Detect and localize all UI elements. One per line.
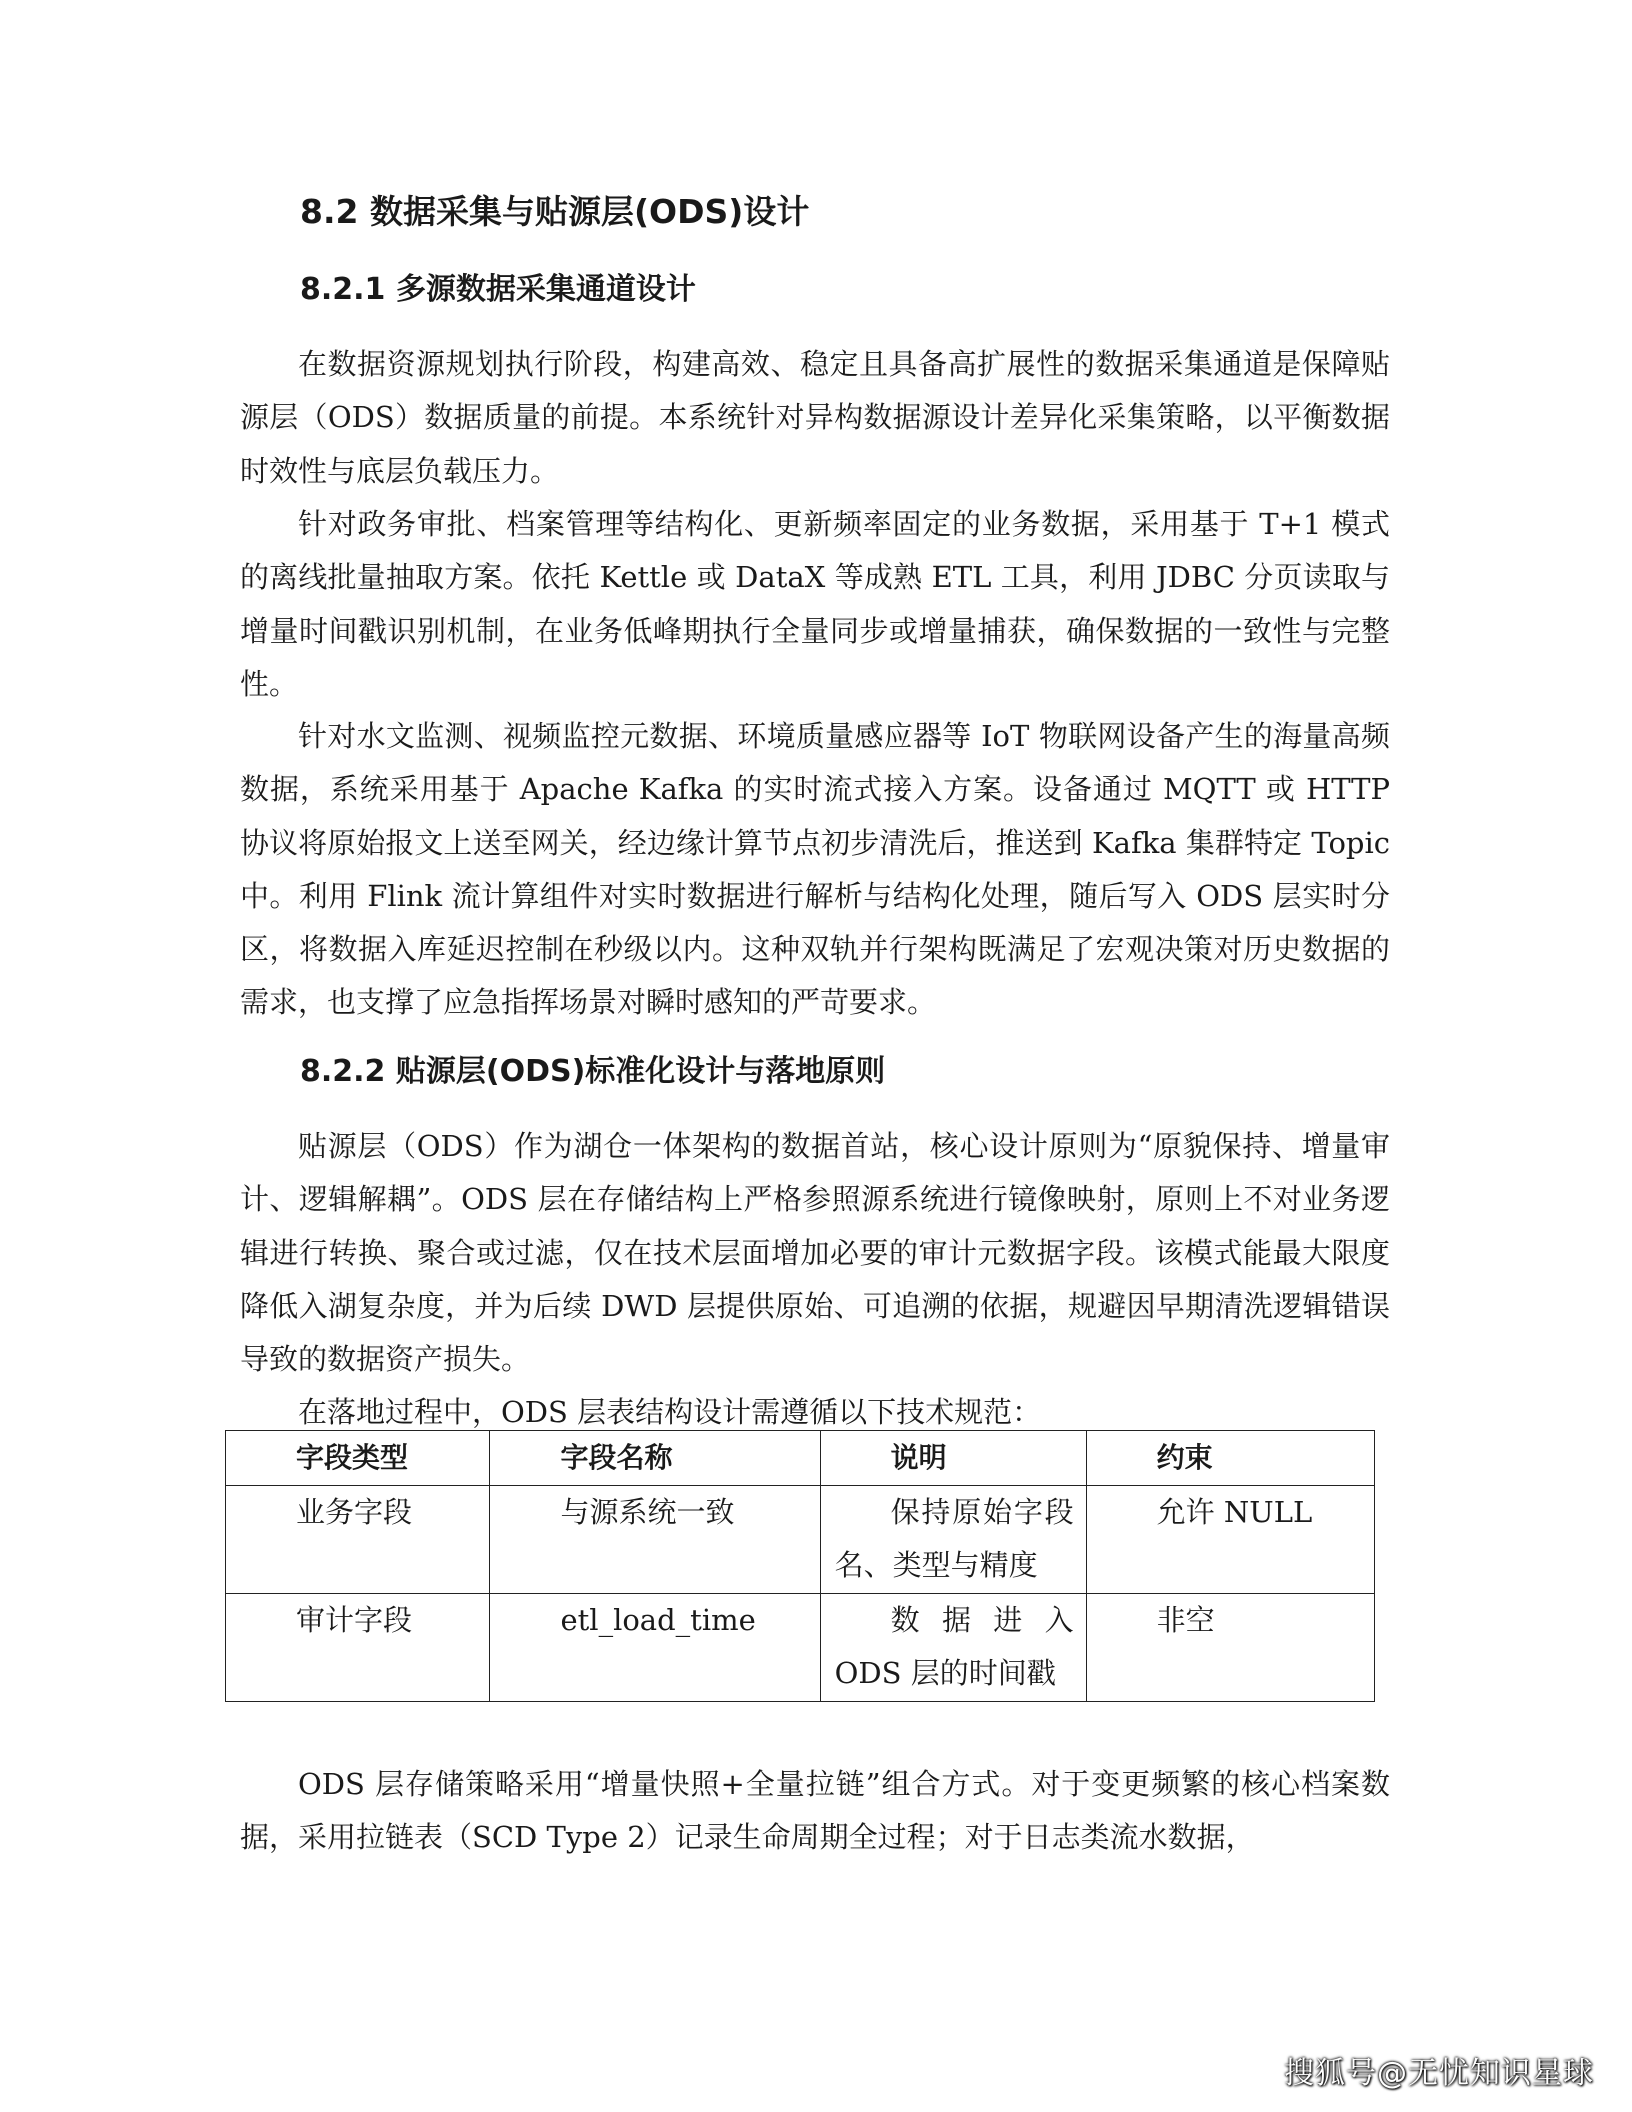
table-header-row — [226, 1431, 1375, 1486]
paragraph-3: 针对水文监测、视频监控元数据、环境质量感应器等 IoT 物联网设备产生的海量高频数据，系统采用基于 Apache Kafka 的实时流式接入方案。设备通过 MQTT 或 HTTP 协议将原始报文上送至网关，经边缘计算节点初步清洗后，推送到 Kafka 集群特定 Topic 中。利用 Flink 流计算组件对实时数据进行解析与结构化处理，随后写入 ODS 层实时分区，将数据入库延迟控制在秒级以内。这种双轨并行架构既满足了宏观决策对历史数据的需求，也支撑了应急指挥场景对瞬时感知的严苛要求。 — [240, 719, 1390, 1020]
paragraph-1: 在数据资源规划执行阶段，构建高效、稳定且具备高扩展性的数据采集通道是保障贴源层（ODS）数据质量的前提。本系统针对异构数据源设计差异化采集策略，以平衡数据时效性与底层负载压力。 — [240, 347, 1390, 488]
table-cell: 非空 — [1086, 1594, 1374, 1702]
paragraph-5: 在落地过程中，ODS 层表结构设计需遵循以下技术规范： — [298, 1395, 1042, 1429]
spec-table — [225, 1430, 1375, 1702]
table-row — [226, 1594, 1375, 1702]
paragraph-2: 针对政务审批、档案管理等结构化、更新频率固定的业务数据，采用基于 T+1 模式的离线批量抽取方案。依托 Kettle 或 DataX 等成熟 ETL 工具，利用 JDBC 分页读取与增量时间戳识别机制，在业务低峰期执行全量同步或增量捕获，确保数据的一致性与完整性。 — [240, 507, 1390, 701]
table-header-cell: 字段名称 — [490, 1431, 820, 1486]
table-cell: 数据进入 ODS 层的时间戳 — [820, 1594, 1086, 1702]
table-row — [226, 1486, 1375, 1594]
watermark: 搜狐号@无忧知识星球 — [1284, 2056, 1594, 2091]
table-cell: 与源系统一致 — [490, 1486, 820, 1594]
table-cell: etl_load_time — [490, 1594, 820, 1702]
table-cell: 业务字段 — [226, 1486, 490, 1594]
table-cell: 保持原始字段名、类型与精度 — [820, 1486, 1086, 1594]
subsection-heading-2: 8.2.2 贴源层(ODS)标准化设计与落地原则 — [300, 1054, 886, 1089]
section-heading: 8.2 数据采集与贴源层(ODS)设计 — [300, 192, 810, 231]
paragraph-6: ODS 层存储策略采用“增量快照+全量拉链”组合方式。对于变更频繁的核心档案数据，采用拉链表（SCD Type 2）记录生命周期全过程；对于日志类流水数据， — [240, 1767, 1390, 1855]
table-header-cell: 约束 — [1086, 1431, 1374, 1486]
table-header-cell: 字段类型 — [226, 1431, 490, 1486]
table-cell: 允许 NULL — [1086, 1486, 1374, 1594]
table-header-cell: 说明 — [820, 1431, 1086, 1486]
paragraph-4: 贴源层（ODS）作为湖仓一体架构的数据首站，核心设计原则为“原貌保持、增量审计、逻辑解耦”。ODS 层在存储结构上严格参照源系统进行镜像映射，原则上不对业务逻辑进行转换、聚合或过滤，仅在技术层面增加必要的审计元数据字段。该模式能最大限度降低入湖复杂度，并为后续 DWD 层提供原始、可追溯的依据，规避因早期清洗逻辑错误导致的数据资产损失。 — [240, 1129, 1390, 1377]
table-cell: 审计字段 — [226, 1594, 490, 1702]
subsection-heading-1: 8.2.1 多源数据采集通道设计 — [300, 272, 696, 307]
